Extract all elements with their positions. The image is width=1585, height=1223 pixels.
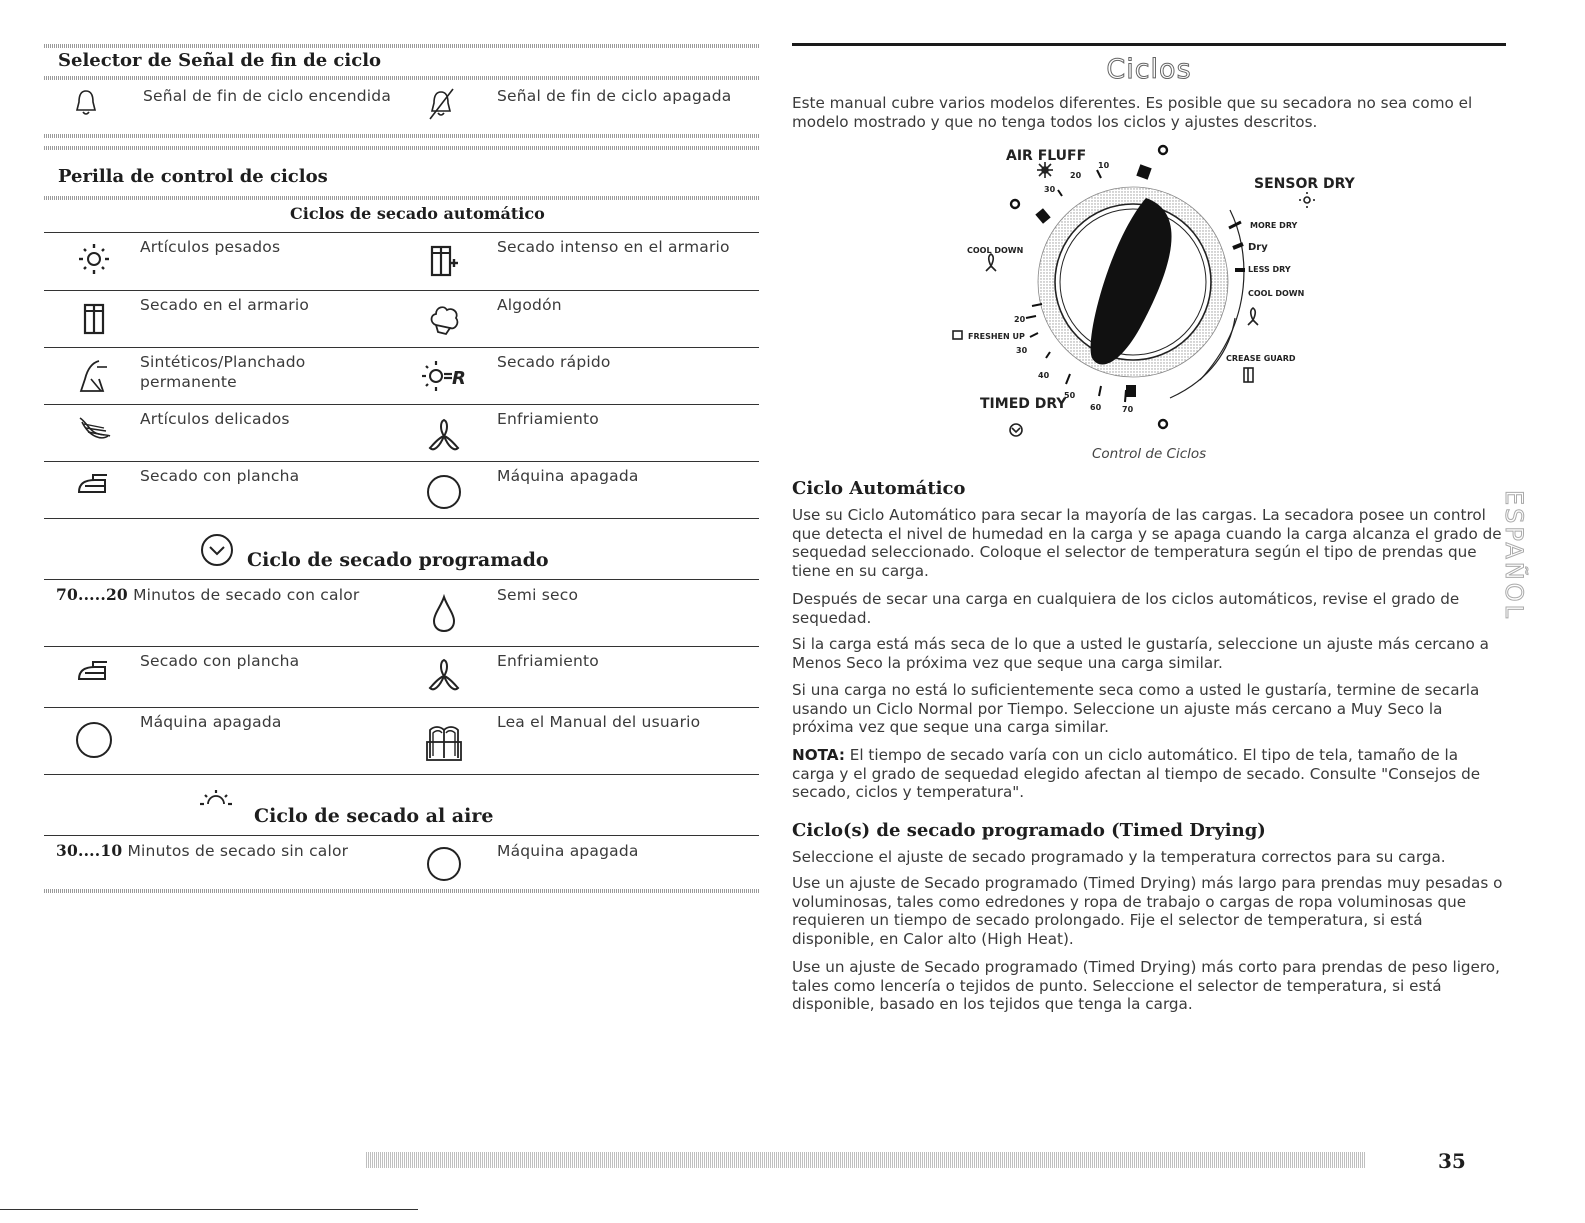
timed-range [56, 585, 359, 605]
table-row [44, 233, 759, 291]
off-circle-icon [414, 842, 474, 886]
auto-paragraph-1: Use su Ciclo Automático para secar la mayoría de las cargas. La secadora posee un control que detecta el nivel de humedad en la carga y se apaga cuando la carga alcanza el grado de sequedad seleccionado. Coloque el selector de temperatura según el tipo de prendas que tiene en su carga. [792, 506, 1502, 580]
list-item: Enfriamiento [497, 652, 599, 670]
list-item: Secado rápido [497, 353, 611, 371]
timed-dry-label: TIMED DRY [980, 396, 1067, 412]
manual-icon [414, 720, 474, 764]
footer-bar [366, 1152, 1366, 1168]
sensor-dry-label: SENSOR DRY [1254, 176, 1355, 192]
tick-20: 20 [1070, 171, 1082, 180]
table-row [44, 708, 759, 775]
air-range-number: 30....10 [56, 841, 123, 860]
table-row [44, 462, 759, 519]
note-paragraph [792, 746, 1504, 802]
cool-down-left-label: COOL DOWN [967, 246, 1024, 255]
table-row [44, 647, 759, 708]
air-dry-icon [198, 788, 234, 816]
list-item: Secado en el armario [140, 296, 310, 314]
signal-off-label: Señal de fin de ciclo apagada [497, 87, 732, 105]
fan-icon [414, 413, 474, 457]
list-item: Secado intenso en el armario [497, 238, 730, 256]
auto-paragraph-3: Si la carga está más seca de lo que a usted le gustaría, seleccione un ajuste más cercano a Menos Seco la próxima vez que seque una carga similar. [792, 635, 1489, 672]
tick-20: 20 [1014, 315, 1026, 324]
timed-cycle-heading: Ciclo(s) de secado programado (Timed Drying) [792, 820, 1266, 841]
dry-label: Dry [1248, 242, 1268, 253]
table-row [44, 348, 759, 405]
language-side-tab: ESPAÑOL [1500, 490, 1528, 621]
tick-10: 10 [1098, 161, 1110, 170]
air-range [56, 841, 348, 861]
list-item: Algodón [497, 296, 562, 314]
table-row [44, 291, 759, 348]
top-rule [792, 43, 1506, 46]
iron-icon [64, 462, 124, 506]
list-item: Máquina apagada [497, 467, 639, 485]
timed-paragraph-1: Seleccione el ajuste de secado programado y la temperatura correctos para su carga. [792, 848, 1446, 866]
auto-paragraph-4: Si una carga no está lo suficientemente seca como a usted le gustaría, termine de secarla usando un Ciclo Normal por Tiempo. Seleccione un ajuste más cercano a Muy Seco la próxima vez que seque una carga similar. [792, 681, 1480, 736]
svg-text:R: R [452, 368, 466, 389]
fan-icon [414, 653, 474, 697]
tick-40: 40 [1038, 371, 1050, 380]
knob-title: Perilla de control de ciclos [58, 166, 328, 187]
list-item: Secado con plancha [140, 467, 300, 485]
timed-paragraph-3: Use un ajuste de Secado programado (Timed Drying) más corto para prendas de peso ligero, tales como lencería o tejidos de punto. Seleccione el selector de temperatura, si está disponible, basado en los tejidos que tenga la carga. [792, 958, 1500, 1013]
timed-section-title: Ciclo de secado programado [247, 549, 549, 571]
list-item: Lea el Manual del usuario [497, 713, 701, 731]
bell-icon [74, 88, 98, 122]
intro-paragraph: Este manual cubre varios modelos diferentes. Es posible que su secadora no sea como el modelo mostrado y que no tenga todos los ciclos y ajustes descritos. [792, 94, 1473, 131]
auto-paragraph-2: Después de secar una carga en cualquiera de los ciclos automáticos, revise el grado de sequedad. [792, 590, 1460, 627]
divider [44, 134, 759, 138]
clock-icon [199, 532, 235, 572]
sun-dots-icon [64, 237, 124, 281]
crease-guard-label: CREASE GUARD [1226, 354, 1296, 363]
more-dry-label: MORE DRY [1250, 221, 1298, 230]
note-text: El tiempo de secado varía con un ciclo automático. El tipo de tela, tamaño de la carga y el grado de sequedad elegido afectan al tiempo de secado. Consulte "Consejos de secado, ciclos y temperatura". [792, 746, 1481, 801]
bell-off-icon [426, 86, 456, 126]
page-title: Ciclos [1106, 54, 1192, 85]
list-item: Artículos delicados [140, 410, 290, 428]
table-row [44, 405, 759, 462]
auto-cycles-subtitle: Ciclos de secado automático [290, 204, 545, 223]
off-circle-icon [64, 718, 124, 762]
list-item: Enfriamiento [497, 410, 599, 428]
timed-range-text: Minutos de secado con calor [133, 586, 360, 604]
list-item: Secado con plancha [140, 652, 300, 670]
delicate-icon [64, 407, 124, 451]
dial-caption: Control de Ciclos [1092, 446, 1207, 462]
auto-cycle-heading: Ciclo Automático [792, 478, 966, 499]
divider [44, 889, 759, 893]
timed-range-number: 70.....20 [56, 585, 128, 604]
cabinet-plus-icon [414, 239, 474, 283]
drop-icon [414, 592, 474, 636]
page-number: 35 [1438, 1149, 1466, 1173]
table-row [44, 580, 759, 647]
permanent-press-icon [64, 354, 124, 398]
bottom-rule [0, 1209, 418, 1210]
less-dry-label: LESS DRY [1248, 265, 1291, 274]
list-item: Sintéticos/Planchado permanente [140, 353, 306, 391]
freshen-up-label: FRESHEN UP [968, 332, 1025, 341]
table-row [44, 836, 759, 886]
list-item: Máquina apagada [140, 713, 282, 731]
signal-on-label: Señal de fin de ciclo encendida [143, 87, 392, 105]
divider [44, 146, 759, 150]
list-item: Máquina apagada [497, 842, 639, 860]
air-section-title: Ciclo de secado al aire [254, 805, 494, 827]
iron-icon [64, 649, 124, 693]
list-item: Semi seco [497, 586, 579, 604]
off-circle-icon [414, 470, 474, 514]
cabinet-icon [64, 297, 124, 341]
divider [44, 44, 759, 48]
cool-down-right-label: COOL DOWN [1248, 289, 1305, 298]
divider [44, 76, 759, 80]
timed-paragraph-2: Use un ajuste de Secado programado (Timed Drying) más largo para prendas muy pesadas o voluminosas, tales como edredones y ropa de trabajo o cargas de ropa voluminosas que requieren un tiempo de secado prolongado. Fije el selector de temperatura, si está disponible, en Calor alto (High Heat). [792, 874, 1503, 948]
tick-30: 30 [1016, 346, 1028, 355]
divider [44, 196, 759, 200]
note-label: NOTA: [792, 746, 845, 764]
end-signal-title: Selector de Señal de fin de ciclo [58, 50, 382, 71]
air-fluff-label: AIR FLUFF [1006, 148, 1087, 164]
cycle-control-dial [950, 140, 1370, 449]
tick-60: 60 [1090, 403, 1102, 412]
air-range-text: Minutos de secado sin calor [127, 842, 349, 860]
quick-dry-icon [414, 354, 474, 398]
tick-50: 50 [1064, 391, 1076, 400]
list-item: Artículos pesados [140, 238, 281, 256]
tick-70: 70 [1122, 405, 1134, 414]
cotton-icon [414, 297, 474, 341]
tick-30: 30 [1044, 185, 1056, 194]
